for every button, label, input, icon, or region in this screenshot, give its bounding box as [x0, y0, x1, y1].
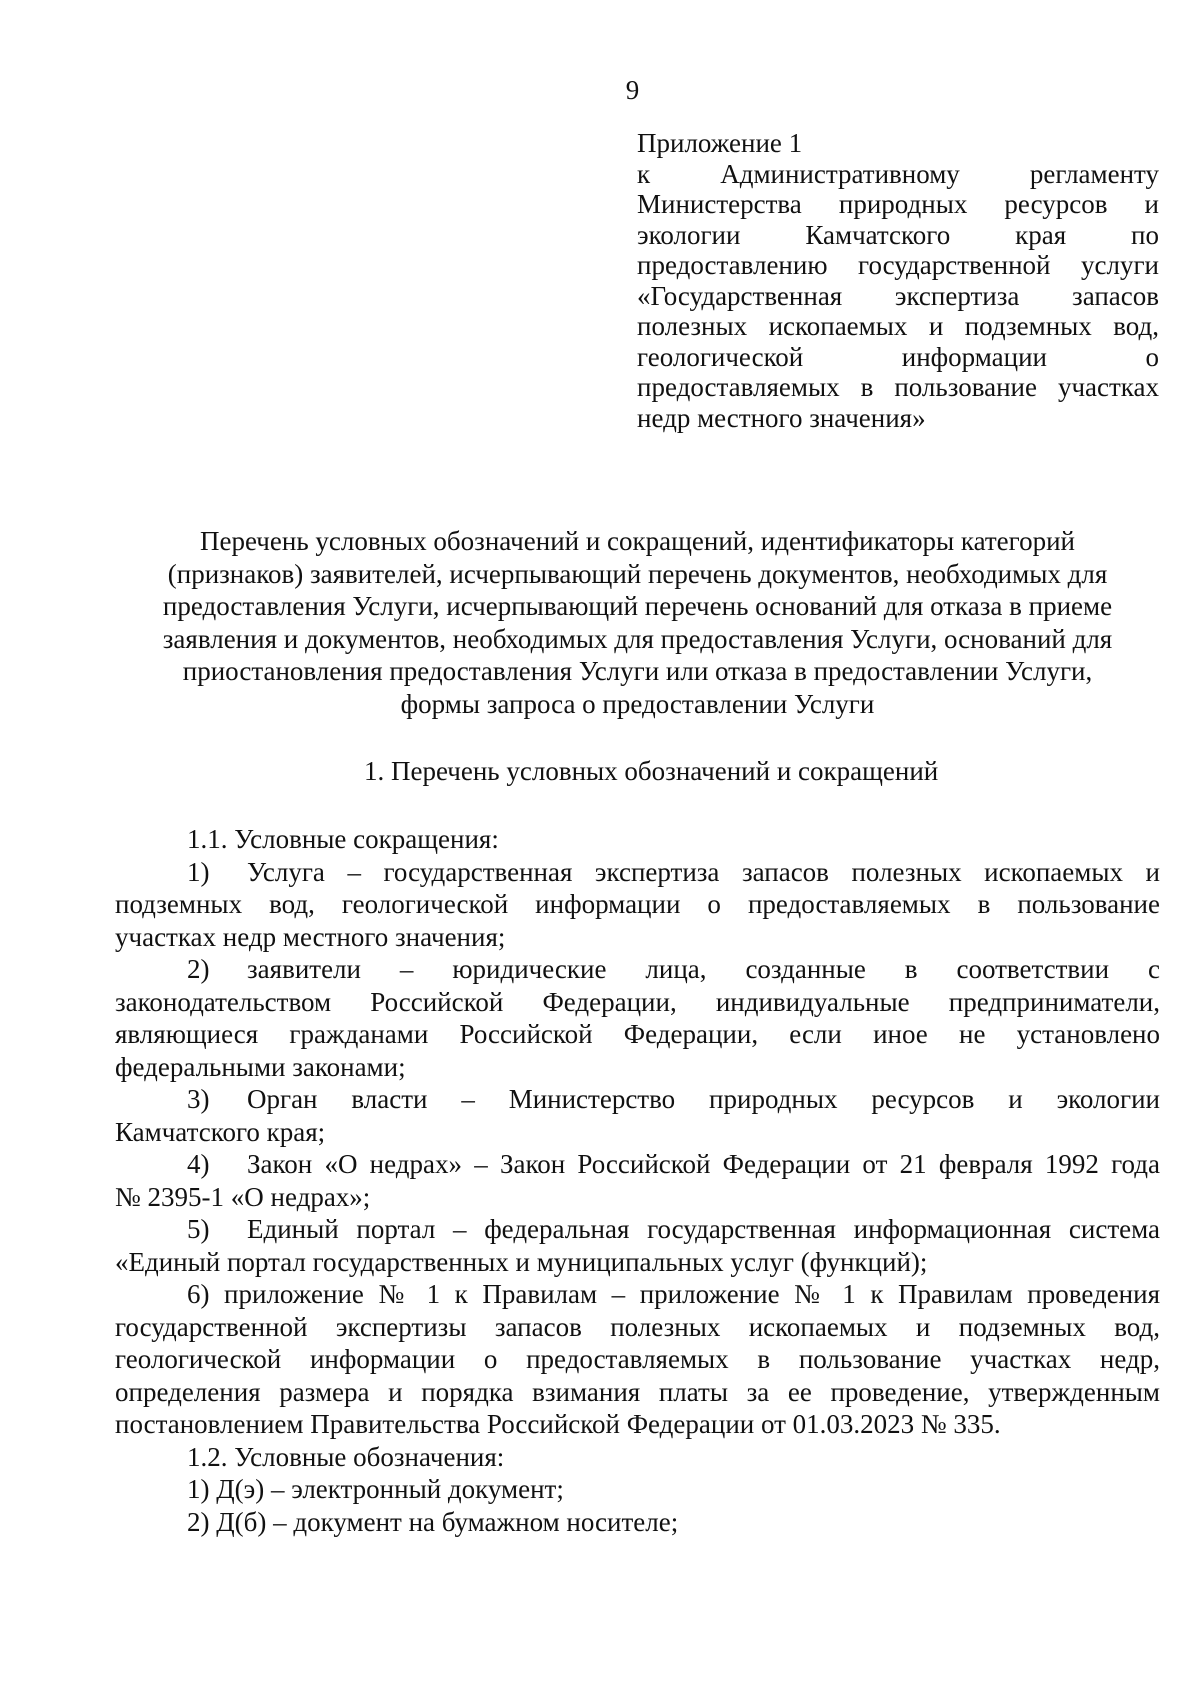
section-heading: 1. Перечень условных обозначений и сокращений	[364, 756, 939, 786]
item-number: 5)	[187, 1214, 210, 1244]
title-line: предоставления Услуги, исчерпывающий перечень оснований для отказа в приеме	[162, 591, 1113, 621]
list-item-line	[115, 953, 1160, 986]
list-item-line: федеральными законами;	[115, 1051, 406, 1082]
subsection-heading: 1.2. Условные обозначения:	[187, 1441, 505, 1472]
list-item-line: являющиеся гражданами Российской Федерации, если иное не установлено	[115, 1019, 1160, 1049]
list-item-line	[115, 1213, 1160, 1246]
list-item-line: законодательством Российской Федерации, индивидуальные предприниматели,	[115, 986, 1160, 1017]
appendix-line: «Государственная экспертиза запасов	[637, 280, 1159, 311]
list-item-line: «Единый портал государственных и муниципальных услуг (функций);	[115, 1246, 928, 1277]
title-line: заявления и документов, необходимых для предоставления Услуги, оснований для	[162, 623, 1113, 654]
list-item-line: геологической информации о предоставляемых в пользование участках недр,	[115, 1344, 1160, 1374]
item-number: 1)	[187, 856, 210, 887]
list-item-line: Камчатского края;	[115, 1116, 326, 1147]
item-text: Закон «О недрах» – Закон Российской Федерации от 21 февраля 1992 года	[247, 1149, 1160, 1179]
appendix-line: полезных ископаемых и подземных вод,	[637, 311, 1159, 341]
item-number: 4)	[187, 1149, 210, 1179]
appendix-header	[637, 128, 1159, 433]
item-text: заявители – юридические лица, созданные в соответствии с	[247, 954, 1160, 984]
symbol-item: 1) Д(э) – электронный документ;	[187, 1474, 564, 1504]
symbol-item: 2) Д(б) – документ на бумажном носителе;	[187, 1506, 679, 1537]
item-number: 2)	[187, 954, 210, 984]
appendix-line: экологии Камчатского края по	[637, 219, 1159, 250]
appendix-line: Министерства природных ресурсов и	[637, 189, 1159, 219]
title-line: Перечень условных обозначений и сокращений, идентификаторы категорий	[200, 526, 1075, 556]
appendix-line: предоставляемых в пользование участках	[637, 372, 1159, 402]
item-text: Орган власти – Министерство природных ресурсов и экологии	[247, 1084, 1160, 1114]
item-text: Единый портал – федеральная государственная информационная система	[247, 1214, 1160, 1244]
list-item-line: государственной экспертизы запасов полезных ископаемых и подземных вод,	[115, 1311, 1160, 1342]
item-text: Услуга – государственная экспертиза запасов полезных ископаемых и	[247, 856, 1160, 887]
list-item-line: 6) приложение № 1 к Правилам – приложение № 1 к Правилам проведения	[187, 1279, 1160, 1309]
title-line: приостановления предоставления Услуги или отказа в предоставлении Услуги,	[182, 656, 1093, 686]
list-item-line	[115, 1083, 1160, 1116]
item-number: 3)	[187, 1084, 210, 1114]
list-item-line	[115, 1148, 1160, 1181]
page-number: 9	[625, 75, 640, 105]
document-title	[115, 525, 1160, 720]
title-line: формы запроса о предоставлении Услуги	[400, 688, 875, 719]
list-item-line: № 2395-1 «О недрах»;	[115, 1181, 371, 1212]
list-item-line: участках недр местного значения;	[115, 921, 506, 952]
appendix-line: предоставлению государственной услуги	[637, 250, 1159, 280]
list-item-line: подземных вод, геологической информации о предоставляемых в пользование	[115, 889, 1160, 919]
subsection-heading: 1.1. Условные сокращения:	[187, 824, 499, 854]
list-item-line: определения размера и порядка взимания платы за ее проведение, утвержденным	[115, 1376, 1160, 1407]
title-line: (признаков) заявителей, исчерпывающий перечень документов, необходимых для	[167, 558, 1108, 589]
appendix-line: Приложение 1	[637, 128, 803, 158]
appendix-line: к Административному регламенту	[637, 158, 1159, 189]
document-body	[115, 823, 1160, 1538]
list-item-line: постановлением Правительства Российской Федерации от 01.03.2023 № 335.	[115, 1409, 1001, 1439]
appendix-line: недр местного значения»	[637, 402, 926, 433]
appendix-line: геологической информации о	[637, 341, 1159, 372]
list-item-line	[115, 856, 1160, 889]
